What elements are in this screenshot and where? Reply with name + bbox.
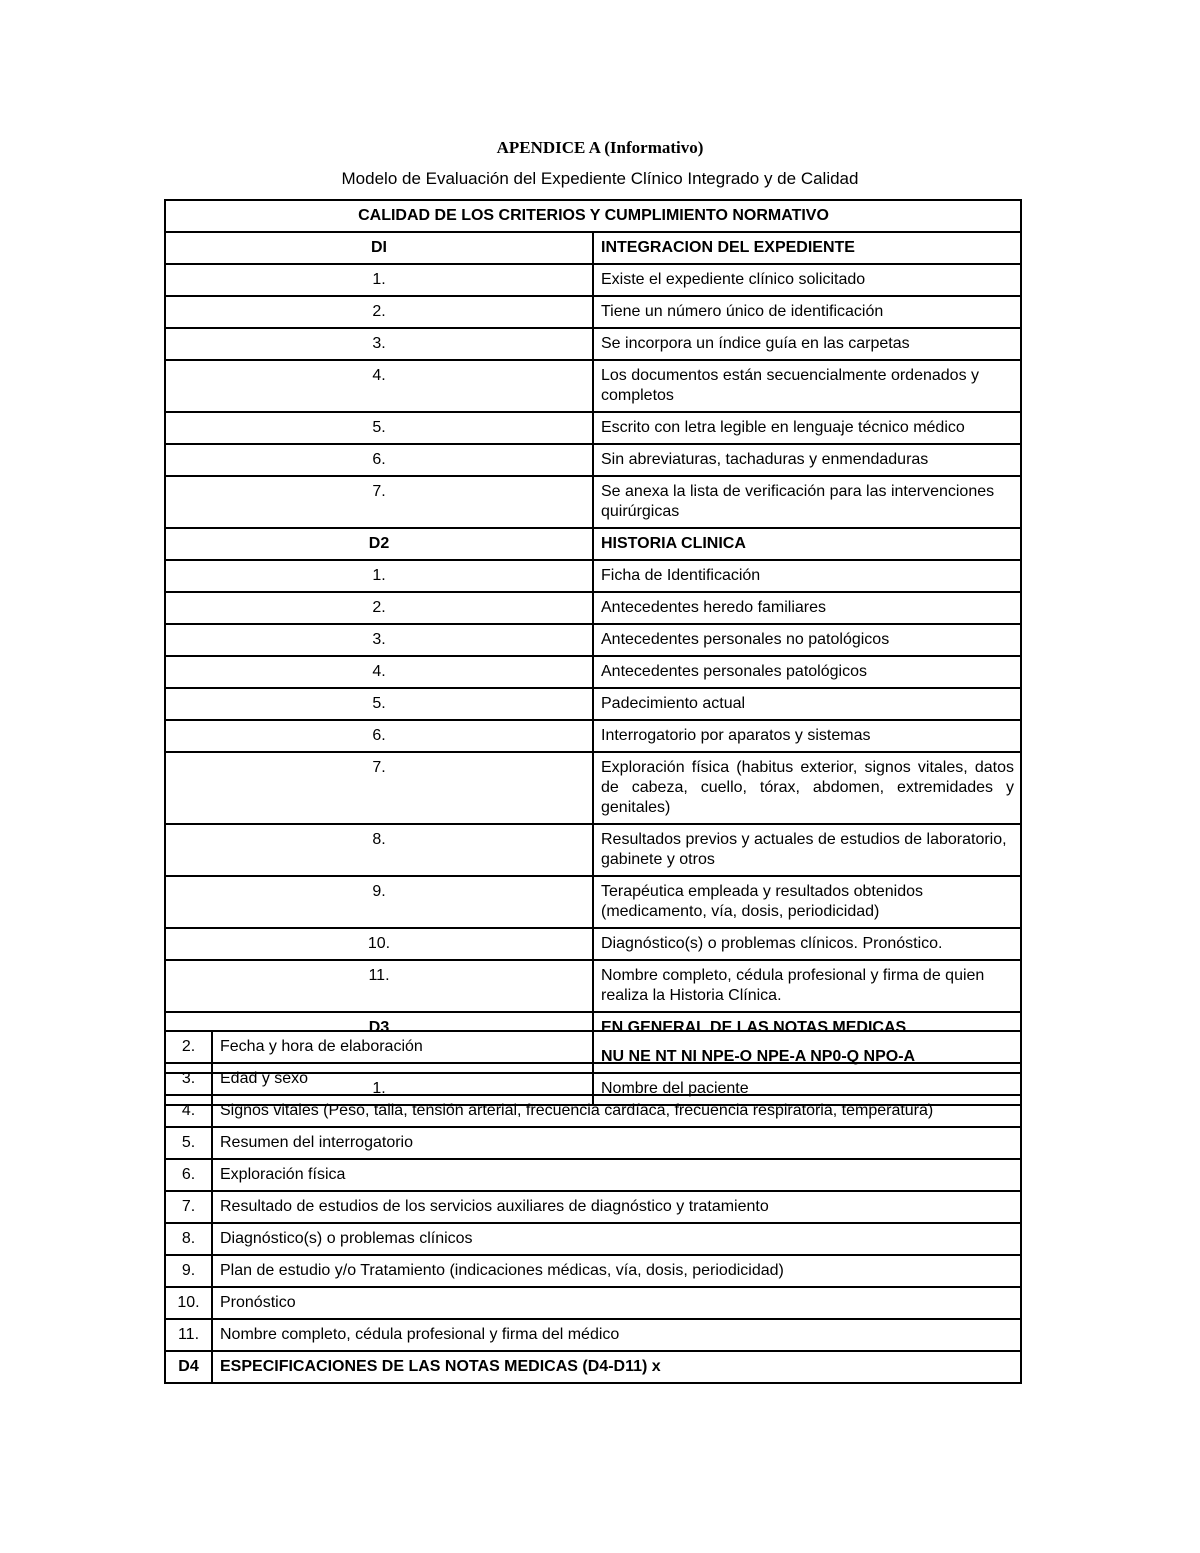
table-row [165, 560, 1021, 592]
row-text: Los documentos están secuencialmente ordenados y completos [601, 367, 980, 404]
row-text: Ficha de Identificación [601, 567, 761, 584]
section-row [165, 232, 1021, 264]
table-row [165, 1159, 1021, 1191]
row-text-cell [593, 476, 1021, 528]
table-row [165, 592, 1021, 624]
row-text-cell [593, 232, 1021, 264]
row-number: 3. [165, 1063, 212, 1095]
table-row [165, 264, 1021, 296]
row-number: 2. [165, 592, 593, 624]
table-row [165, 1287, 1021, 1319]
row-number: 7. [165, 1191, 212, 1223]
row-number: 6. [165, 720, 593, 752]
document-title: APENDICE A (Informativo) [496, 138, 704, 157]
row-text: Existe el expediente clínico solicitado [601, 271, 866, 288]
table-row [165, 412, 1021, 444]
row-number: 8. [165, 824, 593, 876]
row-text: EN GENERAL DE LAS NOTAS MEDICAS [601, 1019, 907, 1036]
row-text-cell [593, 688, 1021, 720]
table-header-row [165, 200, 1021, 232]
row-number: 5. [165, 688, 593, 720]
row-text-cell [593, 624, 1021, 656]
row-text-cell [593, 876, 1021, 928]
row-number: 3. [165, 328, 593, 360]
table-row [165, 1031, 1021, 1063]
row-text-cell [212, 1319, 1021, 1351]
row-text: Pronóstico [220, 1294, 296, 1311]
row-text-cell [212, 1351, 1021, 1383]
row-text: Antecedentes heredo familiares [601, 599, 827, 616]
row-text-cell [593, 360, 1021, 412]
row-number: 8. [165, 1223, 212, 1255]
row-text-cell [593, 412, 1021, 444]
row-text: Terapéutica empleada y resultados obtenidos (medicamento, vía, dosis, periodicidad) [601, 883, 923, 920]
row-number: 9. [165, 1255, 212, 1287]
row-text-cell [593, 592, 1021, 624]
row-number: 4. [165, 360, 593, 412]
row-text: Nombre completo, cédula profesional y firma del médico [220, 1326, 620, 1343]
table-row [165, 688, 1021, 720]
row-number: 2. [165, 296, 593, 328]
row-text: Resultados previos y actuales de estudios de laboratorio, gabinete y otros [601, 831, 1007, 868]
section-row [165, 1351, 1021, 1383]
row-number: 7. [165, 752, 593, 824]
table-row [165, 360, 1021, 412]
row-number: 11. [165, 1319, 212, 1351]
table-row [165, 1223, 1021, 1255]
row-text-cell [212, 1287, 1021, 1319]
row-text: Nombre del paciente [601, 1080, 749, 1097]
row-text-cell [593, 444, 1021, 476]
table-row [165, 720, 1021, 752]
row-text: Diagnóstico(s) o problemas clínicos [220, 1230, 473, 1247]
row-number: DI [165, 232, 593, 264]
table-row [165, 624, 1021, 656]
row-text: HISTORIA CLINICA [601, 535, 746, 552]
table-row [165, 656, 1021, 688]
row-text: Se incorpora un índice guía en las carpetas [601, 335, 910, 352]
table-row [165, 1063, 1021, 1095]
row-number: 5. [165, 412, 593, 444]
row-text-cell [593, 296, 1021, 328]
row-number: 1. [165, 560, 593, 592]
row-number: 6. [165, 444, 593, 476]
row-text-cell [212, 1223, 1021, 1255]
row-text: Exploración física [220, 1166, 346, 1183]
criteria-table-2 [164, 1030, 1022, 1384]
row-text: Antecedentes personales patológicos [601, 663, 867, 680]
row-number: 5. [165, 1127, 212, 1159]
row-text-cell [212, 1255, 1021, 1287]
row-text-cell [212, 1159, 1021, 1191]
row-text-cell [593, 928, 1021, 960]
row-number: 10. [165, 928, 593, 960]
row-text-cell [593, 960, 1021, 1012]
row-number: 9. [165, 876, 593, 928]
row-text: Edad y sexo [220, 1070, 309, 1087]
table-row [165, 328, 1021, 360]
document-subtitle: Modelo de Evaluación del Expediente Clínico Integrado y de Calidad [341, 169, 859, 188]
section-row [165, 528, 1021, 560]
row-text-cell [593, 328, 1021, 360]
row-text: Nombre completo, cédula profesional y firma de quien realiza la Historia Clínica. [601, 967, 985, 1004]
row-text-cell [593, 264, 1021, 296]
row-text-cell [593, 824, 1021, 876]
row-text: Fecha y hora de elaboración [220, 1038, 423, 1055]
row-text: Plan de estudio y/o Tratamiento (indicaciones médicas, vía, dosis, periodicidad) [220, 1262, 784, 1279]
row-text: Exploración física (habitus exterior, signos vitales, datos de cabeza, cuello, tórax, abdomen, extremidades y genitales) [601, 759, 1014, 816]
table-row [165, 752, 1021, 824]
table-row [165, 296, 1021, 328]
row-text: Diagnóstico(s) o problemas clínicos. Pronóstico. [601, 935, 943, 952]
table-row [165, 960, 1021, 1012]
table-row [165, 444, 1021, 476]
row-text-cell [593, 528, 1021, 560]
row-number: 11. [165, 960, 593, 1012]
row-text-cell [212, 1191, 1021, 1223]
row-text-cell [593, 720, 1021, 752]
table-row [165, 928, 1021, 960]
row-number: 3. [165, 624, 593, 656]
row-text: Interrogatorio por aparatos y sistemas [601, 727, 871, 744]
table-row [165, 824, 1021, 876]
row-number: 4. [165, 1095, 212, 1127]
row-number: 1. [165, 1073, 593, 1105]
row-text-cell [212, 1031, 1021, 1063]
row-text: Antecedentes personales no patológicos [601, 631, 890, 648]
table-row [165, 1095, 1021, 1127]
row-number: D4 [165, 1351, 212, 1383]
row-text: ESPECIFICACIONES DE LAS NOTAS MEDICAS (D4-D11) x [220, 1358, 661, 1375]
row-number: 1. [165, 264, 593, 296]
row-text: INTEGRACION DEL EXPEDIENTE [601, 239, 855, 256]
row-text-cell [593, 560, 1021, 592]
row-text: Se anexa la lista de verificación para las intervenciones quirúrgicas [601, 483, 995, 520]
row-text-cell [212, 1095, 1021, 1127]
row-number: 4. [165, 656, 593, 688]
row-text-cell [212, 1063, 1021, 1095]
row-subtext: NU NE NT NI NPE-O NPE-A NP0-Q NPO-A [601, 1048, 916, 1065]
row-text: Resultado de estudios de los servicios auxiliares de diagnóstico y tratamiento [220, 1198, 769, 1215]
table-row [165, 476, 1021, 528]
row-text: Escrito con letra legible en lenguaje técnico médico [601, 419, 965, 436]
row-text: Tiene un número único de identificación [601, 303, 884, 320]
table-row [165, 876, 1021, 928]
row-text-cell [212, 1127, 1021, 1159]
table-row [165, 1319, 1021, 1351]
row-text-cell [593, 656, 1021, 688]
table-row [165, 1191, 1021, 1223]
row-text: Resumen del interrogatorio [220, 1134, 413, 1151]
table-row [165, 1255, 1021, 1287]
row-number: 7. [165, 476, 593, 528]
row-number: 2. [165, 1031, 212, 1063]
row-text: Signos vitales (Peso, talla, tensión arterial, frecuencia cardíaca, frecuencia respiratoria, temperatura) [220, 1102, 934, 1119]
table-header: CALIDAD DE LOS CRITERIOS Y CUMPLIMIENTO NORMATIVO [165, 200, 1021, 232]
row-number: D2 [165, 528, 593, 560]
row-text-cell [593, 752, 1021, 824]
row-number: 6. [165, 1159, 212, 1191]
row-number: D3 [165, 1012, 593, 1073]
table-row [165, 1127, 1021, 1159]
row-text: Padecimiento actual [601, 695, 746, 712]
row-number: 10. [165, 1287, 212, 1319]
row-text: Sin abreviaturas, tachaduras y enmendaduras [601, 451, 929, 468]
criteria-table-1 [164, 199, 1022, 1106]
